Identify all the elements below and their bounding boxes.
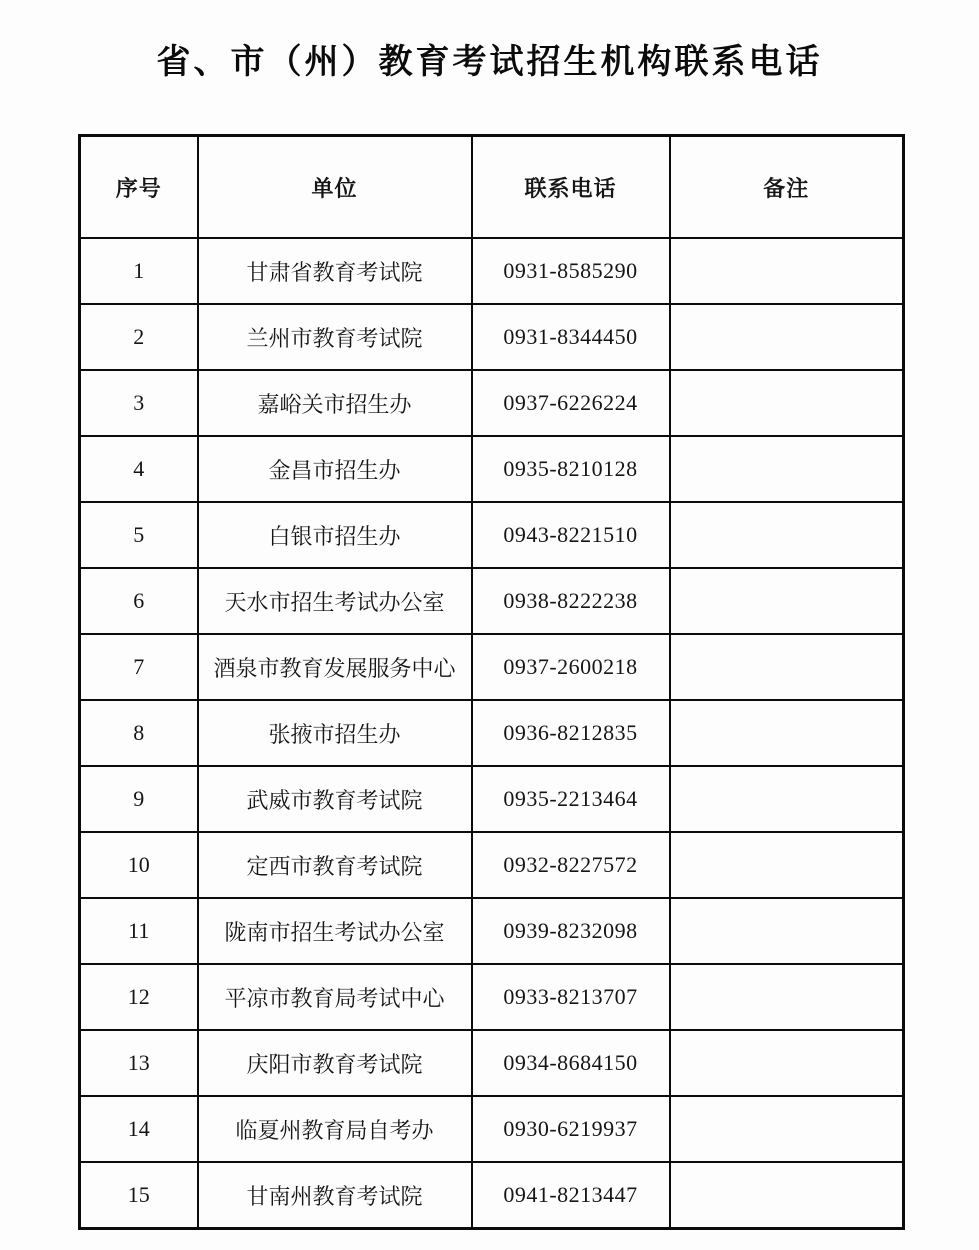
cell-unit: 甘南州教育考试院 — [198, 1162, 472, 1229]
cell-phone: 0937-2600218 — [472, 634, 670, 700]
cell-no: 4 — [80, 436, 198, 502]
table-row — [80, 964, 904, 1030]
cell-phone: 0943-8221510 — [472, 502, 670, 568]
cell-phone: 0939-8232098 — [472, 898, 670, 964]
table-row — [80, 502, 904, 568]
cell-no: 15 — [80, 1162, 198, 1229]
cell-phone: 0931-8585290 — [472, 238, 670, 304]
cell-remark — [670, 1162, 904, 1229]
table-row — [80, 568, 904, 634]
cell-no: 13 — [80, 1030, 198, 1096]
cell-unit: 庆阳市教育考试院 — [198, 1030, 472, 1096]
contact-phone-table — [78, 134, 905, 1230]
table-row — [80, 832, 904, 898]
cell-remark — [670, 898, 904, 964]
cell-phone: 0941-8213447 — [472, 1162, 670, 1229]
cell-remark — [670, 304, 904, 370]
cell-remark — [670, 832, 904, 898]
cell-phone: 0936-8212835 — [472, 700, 670, 766]
cell-phone: 0937-6226224 — [472, 370, 670, 436]
cell-no: 8 — [80, 700, 198, 766]
cell-unit: 定西市教育考试院 — [198, 832, 472, 898]
cell-no: 5 — [80, 502, 198, 568]
cell-unit: 嘉峪关市招生办 — [198, 370, 472, 436]
table-row — [80, 1162, 904, 1229]
cell-remark — [670, 1030, 904, 1096]
cell-no: 14 — [80, 1096, 198, 1162]
cell-phone: 0930-6219937 — [472, 1096, 670, 1162]
cell-remark — [670, 634, 904, 700]
column-header-no: 序号 — [80, 136, 198, 239]
cell-no: 11 — [80, 898, 198, 964]
table-row — [80, 304, 904, 370]
column-header-remark: 备注 — [670, 136, 904, 239]
cell-remark — [670, 700, 904, 766]
cell-remark — [670, 964, 904, 1030]
cell-unit: 白银市招生办 — [198, 502, 472, 568]
table-row — [80, 238, 904, 304]
cell-unit: 酒泉市教育发展服务中心 — [198, 634, 472, 700]
cell-remark — [670, 1096, 904, 1162]
cell-no: 12 — [80, 964, 198, 1030]
cell-no: 10 — [80, 832, 198, 898]
cell-no: 7 — [80, 634, 198, 700]
cell-unit: 兰州市教育考试院 — [198, 304, 472, 370]
table-row — [80, 436, 904, 502]
cell-remark — [670, 370, 904, 436]
table-body — [80, 238, 904, 1229]
page-title: 省、市（州）教育考试招生机构联系电话 — [156, 44, 823, 81]
cell-remark — [670, 436, 904, 502]
cell-remark — [670, 238, 904, 304]
cell-remark — [670, 502, 904, 568]
cell-phone: 0932-8227572 — [472, 832, 670, 898]
cell-unit: 武威市教育考试院 — [198, 766, 472, 832]
cell-phone: 0934-8684150 — [472, 1030, 670, 1096]
table-row — [80, 1096, 904, 1162]
table-row — [80, 766, 904, 832]
table-header — [80, 136, 904, 239]
table-row — [80, 1030, 904, 1096]
cell-no: 9 — [80, 766, 198, 832]
cell-phone: 0935-8210128 — [472, 436, 670, 502]
table-row — [80, 370, 904, 436]
cell-remark — [670, 766, 904, 832]
cell-no: 3 — [80, 370, 198, 436]
cell-phone: 0931-8344450 — [472, 304, 670, 370]
header-row — [80, 136, 904, 239]
table-row — [80, 898, 904, 964]
cell-no: 6 — [80, 568, 198, 634]
column-header-unit: 单位 — [198, 136, 472, 239]
cell-phone: 0933-8213707 — [472, 964, 670, 1030]
cell-phone: 0935-2213464 — [472, 766, 670, 832]
cell-phone: 0938-8222238 — [472, 568, 670, 634]
table-row — [80, 700, 904, 766]
table-row — [80, 634, 904, 700]
cell-unit: 天水市招生考试办公室 — [198, 568, 472, 634]
column-header-phone: 联系电话 — [472, 136, 670, 239]
cell-unit: 甘肃省教育考试院 — [198, 238, 472, 304]
cell-no: 1 — [80, 238, 198, 304]
cell-unit: 金昌市招生办 — [198, 436, 472, 502]
cell-no: 2 — [80, 304, 198, 370]
cell-unit: 临夏州教育局自考办 — [198, 1096, 472, 1162]
cell-remark — [670, 568, 904, 634]
cell-unit: 陇南市招生考试办公室 — [198, 898, 472, 964]
cell-unit: 平凉市教育局考试中心 — [198, 964, 472, 1030]
cell-unit: 张掖市招生办 — [198, 700, 472, 766]
